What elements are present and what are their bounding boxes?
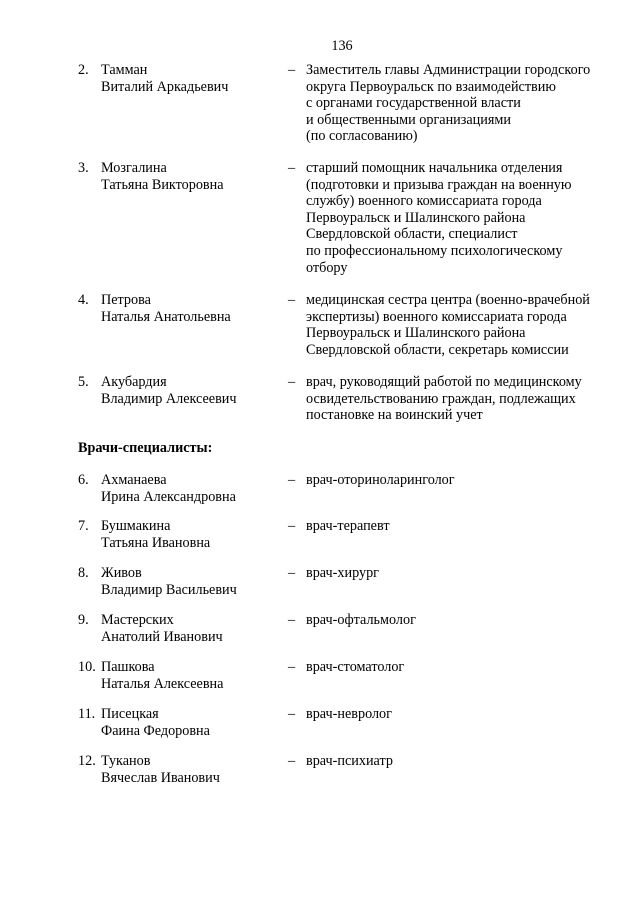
person-name xyxy=(101,62,281,95)
person-name xyxy=(101,612,281,645)
person-name xyxy=(101,518,281,551)
item-number: 7. xyxy=(78,518,89,534)
person-name xyxy=(101,706,281,739)
name-line: Петрова xyxy=(101,292,151,308)
section-title-specialists: Врачи-специалисты: xyxy=(78,440,213,456)
person-name xyxy=(101,472,281,505)
person-name xyxy=(101,160,281,193)
dash-separator: – xyxy=(288,472,296,488)
name-line: Ахманаева xyxy=(101,472,167,488)
item-number: 6. xyxy=(78,472,89,488)
description-line: медицинская сестра центра (военно-врачебной xyxy=(306,292,590,308)
item-number: 12. xyxy=(78,753,96,769)
person-name xyxy=(101,565,281,598)
description-line: врач-хирург xyxy=(306,565,379,581)
dash-separator: – xyxy=(288,565,296,581)
dash-separator: – xyxy=(288,374,296,390)
description-line: отбору xyxy=(306,259,348,276)
description-line: Свердловской области, секретарь комиссии xyxy=(306,341,569,358)
name-line: Владимир Алексеевич xyxy=(101,390,237,407)
name-line: Мозгалина xyxy=(101,160,167,176)
person-name xyxy=(101,659,281,692)
description-line: Первоуральск и Шалинского района xyxy=(306,325,526,342)
person-name xyxy=(101,292,281,325)
description-line: освидетельствованию граждан, подлежащих xyxy=(306,390,576,407)
dash-separator: – xyxy=(288,612,296,628)
name-line: Туканов xyxy=(101,753,151,769)
position-description xyxy=(306,565,626,582)
description-line: постановке на воинский учет xyxy=(306,407,483,424)
description-line: врач-стоматолог xyxy=(306,659,405,675)
name-line: Писецкая xyxy=(101,706,159,722)
person-name xyxy=(101,753,281,786)
description-line: экспертизы) военного комиссариата города xyxy=(306,308,567,325)
dash-separator: – xyxy=(288,292,296,308)
description-line: службу) военного комиссариата города xyxy=(306,193,542,210)
name-line: Владимир Васильевич xyxy=(101,581,237,598)
position-description xyxy=(306,659,626,676)
name-line: Анатолий Иванович xyxy=(101,628,223,645)
name-line: Фаина Федоровна xyxy=(101,722,210,739)
name-line: Живов xyxy=(101,565,142,581)
name-line: Ирина Александровна xyxy=(101,488,236,505)
position-description xyxy=(306,472,626,489)
description-line: Первоуральск и Шалинского района xyxy=(306,209,526,226)
name-line: Татьяна Викторовна xyxy=(101,176,224,193)
description-line: врач-офтальмолог xyxy=(306,612,416,628)
item-number: 2. xyxy=(78,62,89,78)
position-description xyxy=(306,753,626,770)
description-line: врач-оториноларинголог xyxy=(306,472,455,488)
description-line: Заместитель главы Администрации городского xyxy=(306,62,591,78)
name-line: Тамман xyxy=(101,62,148,78)
description-line: врач, руководящий работой по медицинскому xyxy=(306,374,582,390)
item-number: 8. xyxy=(78,565,89,581)
description-line: округа Первоуральск по взаимодействию xyxy=(306,78,556,95)
position-description xyxy=(306,706,626,723)
item-number: 9. xyxy=(78,612,89,628)
name-line: Бушмакина xyxy=(101,518,171,534)
dash-separator: – xyxy=(288,706,296,722)
name-line: Вячеслав Иванович xyxy=(101,769,220,786)
description-line: врач-психиатр xyxy=(306,753,393,769)
name-line: Наталья Анатольевна xyxy=(101,308,231,325)
description-line: и общественными организациями xyxy=(306,111,511,128)
dash-separator: – xyxy=(288,753,296,769)
name-line: Татьяна Ивановна xyxy=(101,534,211,551)
description-line: Свердловской области, специалист xyxy=(306,226,518,243)
item-number: 10. xyxy=(78,659,96,675)
position-description xyxy=(306,292,626,358)
name-line: Мастерских xyxy=(101,612,174,628)
page-number: 136 xyxy=(331,38,353,54)
name-line: Наталья Алексеевна xyxy=(101,675,224,692)
position-description xyxy=(306,160,626,276)
item-number: 5. xyxy=(78,374,89,390)
description-line: врач-невролог xyxy=(306,706,392,722)
person-name xyxy=(101,374,281,407)
description-line: (подготовки и призыва граждан на военную xyxy=(306,176,572,193)
item-number: 4. xyxy=(78,292,89,308)
item-number: 3. xyxy=(78,160,89,176)
position-description xyxy=(306,374,626,424)
description-line: старший помощник начальника отделения xyxy=(306,160,563,176)
dash-separator: – xyxy=(288,62,296,78)
dash-separator: – xyxy=(288,160,296,176)
dash-separator: – xyxy=(288,659,296,675)
position-description xyxy=(306,518,626,535)
name-line: Пашкова xyxy=(101,659,155,675)
dash-separator: – xyxy=(288,518,296,534)
item-number: 11. xyxy=(78,706,96,722)
description-line: врач-терапевт xyxy=(306,518,390,534)
name-line: Виталий Аркадьевич xyxy=(101,78,229,95)
description-line: (по согласованию) xyxy=(306,128,418,145)
description-line: с органами государственной власти xyxy=(306,95,521,112)
description-line: по профессиональному психологическому xyxy=(306,242,563,259)
name-line: Акубардия xyxy=(101,374,167,390)
position-description xyxy=(306,612,626,629)
position-description xyxy=(306,62,626,145)
